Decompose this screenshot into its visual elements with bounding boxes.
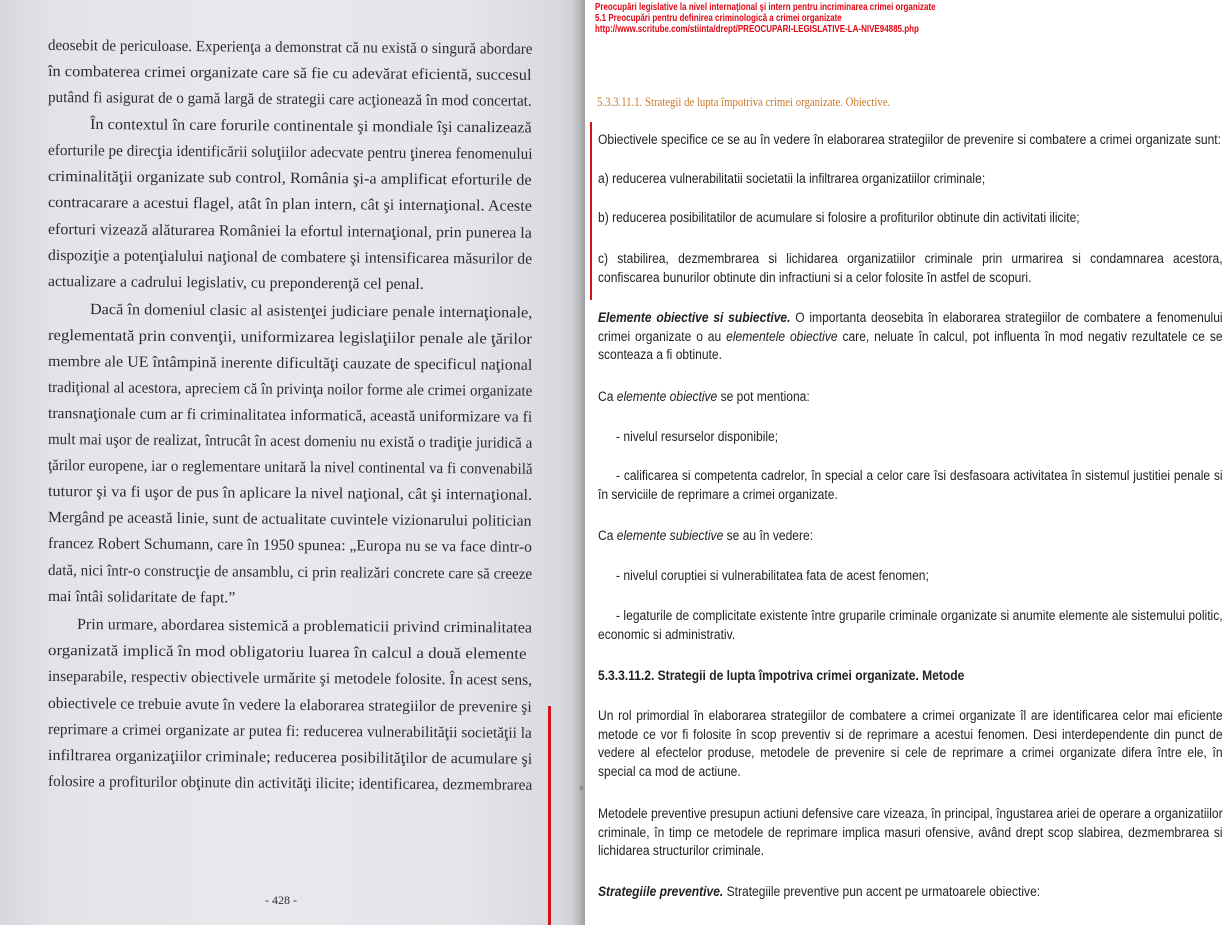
elements-text: O importanta deosebita în elaborarea strategiilor de combatere a fenomenului crimei organizate o au [598, 310, 1223, 344]
preventive-title: Strategiile preventive. [598, 884, 724, 899]
section-heading-objectives: 5.3.3.11.1. Strategii de lupta împotriva crimei organizate. Obiective. [597, 95, 891, 109]
web-article [590, 0, 1225, 925]
book-line: În contextul în care forurile continentale şi mondiale îşi canalizează [89, 116, 532, 137]
book-line: tuturor şi va fi uşor de pus în aplicare la nivel naţional, cât şi internaţional. [47, 483, 533, 504]
elements-text-end: care, neluate în calcul, pot influenta în mod negativ rezultatele ce se sconteaza a fi obtinute. [598, 328, 1223, 362]
book-line: mai întâi solidaritate de fapt.” [47, 588, 236, 607]
book-line: folosire a profiturilor obţinute din activităţi ilicite; identificarea, dezmembrarea [47, 773, 533, 794]
objective-a: a) reducerea vulnerabilitatii societatii la infiltrarea organizatiilor criminale; [598, 171, 986, 186]
elements-paragraph [598, 309, 1223, 365]
book-line: ţărilor europene, iar o reglementare unitară la nivel continental va fi convenabilă [47, 457, 533, 478]
book-line: tradiţional al acestora, apreciem că în privinţa noilor forme ale crimei organizate [47, 379, 533, 400]
elements-title: Elemente obiective si subiective. [598, 310, 791, 325]
objective-item-2: - calificarea si competenta cadrelor, în special a celor care îsi desfasoara activitatea în sistemul justitiei penale si în serviciile de reprimare a crimei organizate. [598, 468, 1223, 502]
subjective-elements-intro [598, 527, 1223, 546]
intro-prefix: Ca [598, 389, 617, 404]
book-line: Dacă în domeniul clasic al asistenţei judiciare penale internaţionale, [89, 301, 533, 322]
book-line: organizată implică în mod obligatoriu luarea în calcul a două elemente [47, 642, 527, 663]
objectives-intro: Obiectivele specifice ce se au în vedere în elaborarea strategiilor de prevenire si combatere a crimei organizate sunt: [598, 132, 1221, 147]
source-subtitle-link[interactable]: 5.1 Preocupări pentru definirea criminologică a crimei organizate [595, 13, 842, 24]
book-line: obiectivele ce trebuie avute în vedere la elaborarea strategiilor de prevenire şi [47, 695, 532, 716]
scan-speck [580, 786, 583, 790]
book-line: reglementată prin convenţii, uniformizarea legislaţiilor penale ale ţărilor [47, 327, 533, 348]
book-line: dată, nici într-o construcţie de ansamblu, ci prin realizări concrete care să creeze [47, 562, 533, 583]
source-title-link[interactable]: Preocupări legislative la nivel internaţional şi intern pentru incriminarea crimei organizate [595, 2, 936, 13]
book-line: transnaţionale cum ar fi criminalitatea informatică, această uniformizare va fi [47, 405, 533, 426]
objective-elements-term: elemente obiective [616, 389, 718, 404]
methods-paragraph-1: Un rol primordial în elaborarea strategiilor de combatere a crimei organizate îl are identificarea celor mai eficiente metode ce vor fi folosite în scop preventiv si de reprimare a acestui fenomen. Desi interdependente din punct de vedere al efectelor produse, metodele de prevenire si cele de reprimare a crimei organizate difera între ele, în special ca mod de actiune. [598, 708, 1223, 779]
book-line: reprimare a crimei organizate ar putea fi: reducerea vulnerabilităţii societăţii la [47, 721, 532, 742]
book-line: putând fi asigurat de o gamă largă de strategii care acţionează în mod concertat. [47, 89, 532, 110]
book-line: mult mai uşor de realizat, întrucât în acest domeniu nu există o tradiţie juridică a [47, 431, 533, 452]
subjective-item-2: - legaturile de complicitate existente între gruparile criminale organizate si anumite elemente ale sistemului politic, economic si administrativ. [598, 608, 1223, 642]
book-page-text [0, 0, 585, 925]
intro-suffix: se pot mentiona: [717, 389, 810, 404]
book-line: Prin urmare, abordarea sistemică a problematicii privind criminalitatea [76, 616, 533, 637]
book-line: Mergând pe această linie, sunt de actualitate cuvintele vizionarului politician [47, 509, 532, 530]
intro-prefix: Ca [598, 528, 617, 543]
book-line: actualizare a cadrului legislativ, cu preponderenţă cel penal. [47, 273, 424, 293]
objective-elements-intro [598, 388, 1223, 407]
objective-c: c) stabilirea, dezmembrarea si lichidarea organizatiilor criminale prin urmarirea si condamnarea acestora, confiscarea bunurilor obtinute din infractiuni si a celor folosite în astfel de scopuri. [598, 251, 1223, 285]
methods-paragraph-2: Metodele preventive presupun actiuni defensive care vizeaza, în principal, îngustarea ariei de operare a organizatiilor criminale, în timp ce metodele de reprimare implica masuri ofensive, având drept scop slabirea, dezmembrarea si lichidarea structurilor criminale. [598, 806, 1223, 858]
objective-item-1: - nivelul resurselor disponibile; [616, 429, 779, 444]
book-line: inseparabile, respectiv obiectivele urmărite şi metodele folosite. În acest sens, [47, 668, 533, 689]
page-number: - 428 - [265, 893, 297, 907]
book-line: membre ale UE întâmpină inerente dificultăţi cauzate de specificul naţional [47, 353, 533, 374]
objective-b: b) reducerea posibilitatilor de acumulare si folosire a profiturilor obtinute din activitati ilicite; [598, 210, 1080, 225]
book-line: în combaterea crimei organizate care să fie cu adevărat eficientă, succesul [47, 63, 532, 84]
book-line: francez Robert Schumann, care în 1950 spunea: „Europa nu se va face dintr-o [47, 535, 532, 556]
section-heading-methods: 5.3.3.11.2. Strategii de lupta împotriva crimei organizate. Metode [598, 668, 965, 683]
intro-suffix: se au în vedere: [723, 528, 814, 543]
elements-italic: elementele obiective [726, 328, 838, 344]
book-line: criminalităţii organizate sub control, România şi-a amplificat eforturile de [47, 168, 532, 189]
red-margin-marker [548, 706, 551, 925]
book-line: contracarare a acestui flagel, atât în plan intern, cât şi internaţional. Aceste [47, 194, 533, 215]
book-line: eforturile pe direcţia identificării soluţiilor adecvate pentru ţinerea fenomenului [47, 142, 533, 163]
preventive-paragraph [598, 883, 1223, 902]
book-line: infiltrarea organizaţiilor criminale; reducerea posibilităţilor de acumulare şi [47, 747, 533, 768]
book-line: dispoziţie a potenţialului naţional de combatere şi intensificarea măsurilor de [47, 247, 533, 268]
book-line: deosebit de periculoase. Experienţa a demonstrat că nu există o singură abordare [47, 37, 533, 58]
book-page-photo [0, 0, 585, 925]
subjective-elements-term: elemente subiective [616, 528, 724, 543]
red-margin-marker [590, 122, 592, 300]
subjective-item-1: - nivelul coruptiei si vulnerabilitatea fata de acest fenomen; [616, 568, 929, 583]
source-url-link[interactable]: http://www.scritube.com/stiinta/drept/PREOCUPARI-LEGISLATIVE-LA-NIVE94885.php [595, 24, 919, 35]
preventive-text: Strategiile preventive pun accent pe urmatoarele obiective: [723, 884, 1041, 899]
book-line: eforturi vizează alăturarea României la efortul internaţional, prin punerea la [47, 221, 532, 242]
